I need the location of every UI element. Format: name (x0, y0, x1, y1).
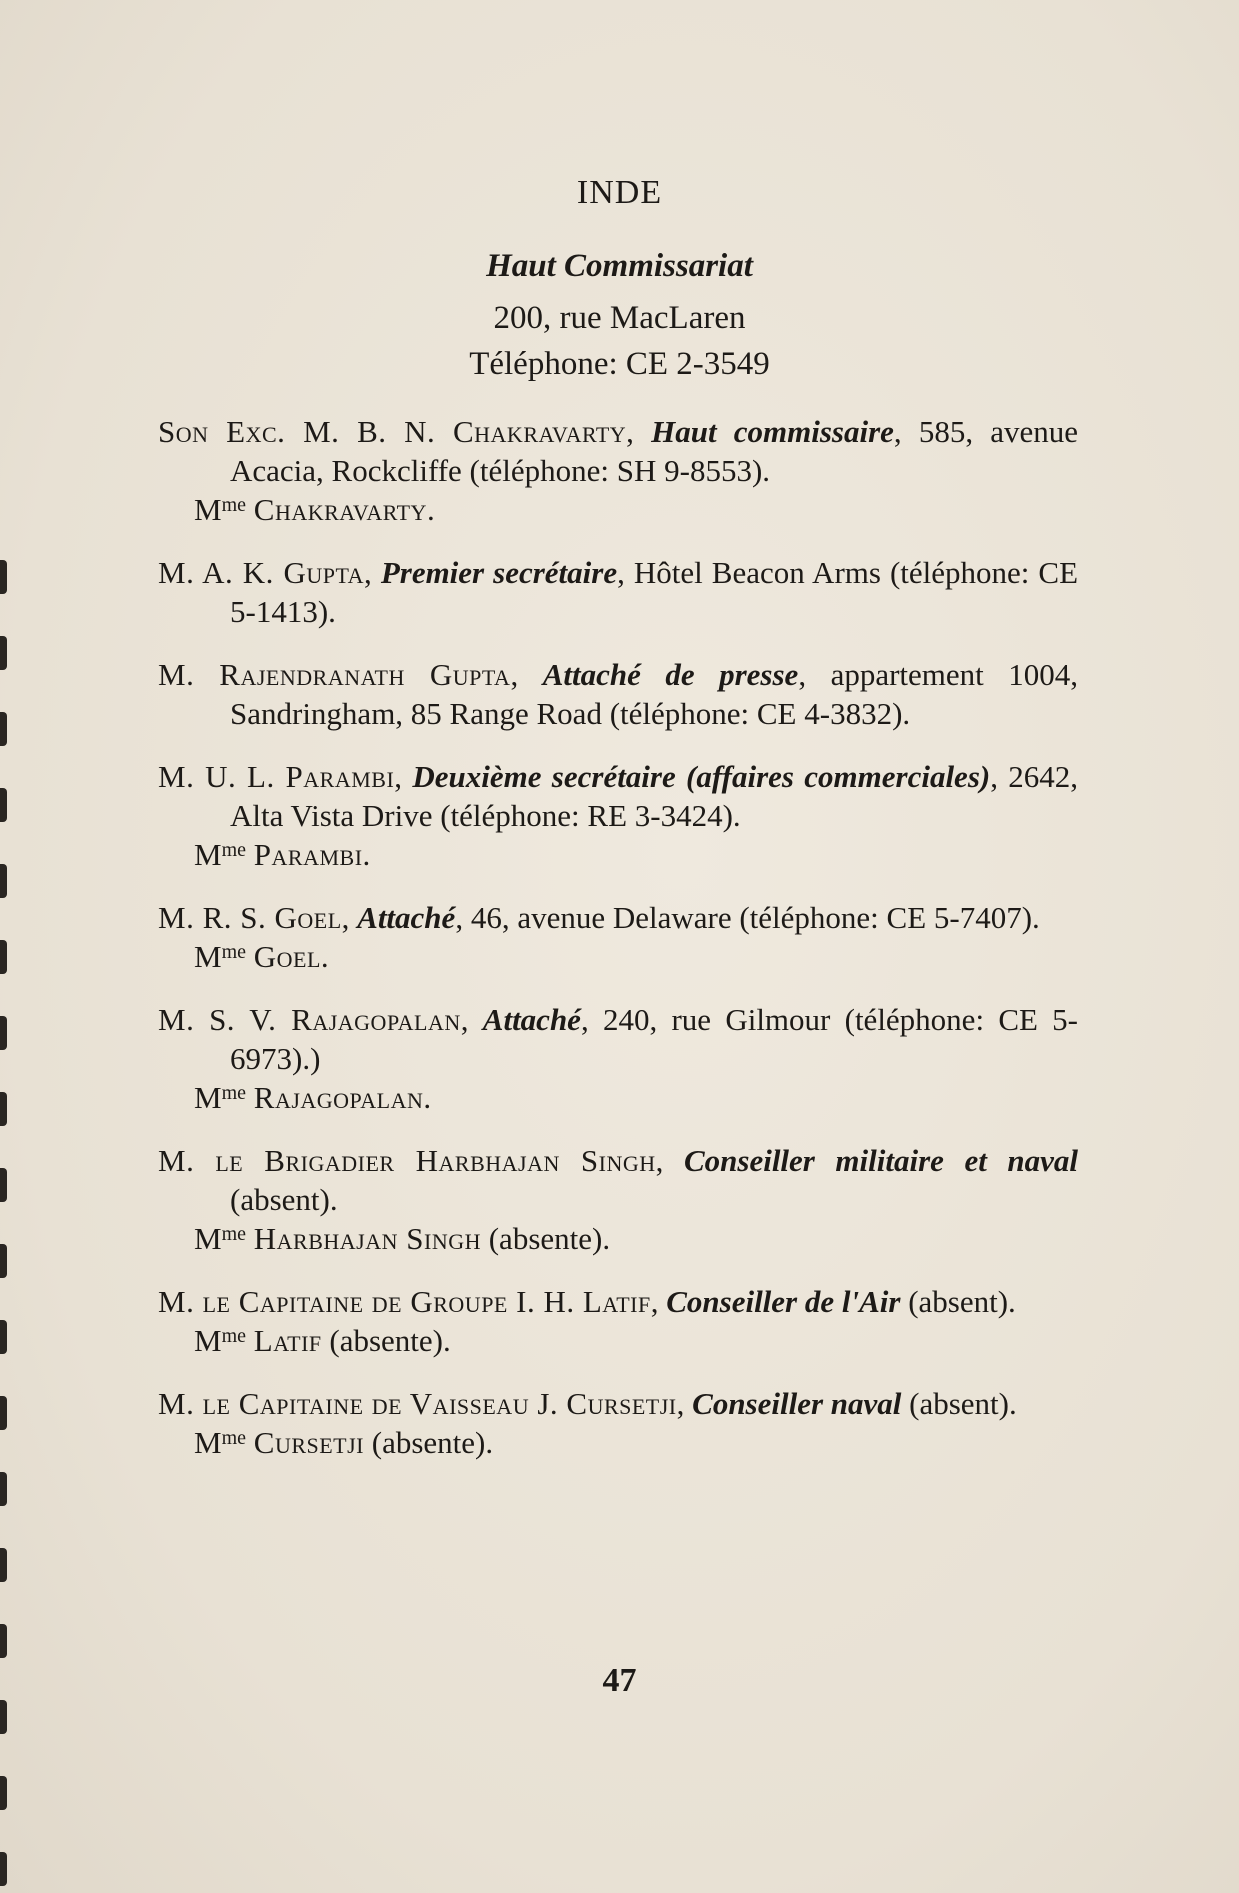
staff-details: (absent). (908, 1284, 1016, 1319)
staff-title: Premier secrétaire (380, 555, 618, 590)
staff-entry (158, 1000, 1078, 1117)
page-number: 47 (602, 1662, 637, 1699)
spouse-name: Latif (253, 1323, 322, 1358)
spouse-line: $M^{me}$ Parambi. (194, 837, 371, 872)
staff-name: M. R. S. Goel (158, 900, 342, 935)
entry-text: M. le Capitaine de Vaisseau J. Cursetji, Conseiller naval (absent). (158, 1386, 1017, 1421)
spouse-line: $M^{me}$ Cursetji (absente). (194, 1425, 494, 1460)
spouse-name: Goel. (253, 939, 330, 974)
mission-heading: Haut Commissariat (486, 248, 753, 284)
spouse-note: (absente). (488, 1221, 611, 1256)
staff-title: Conseiller militaire et naval (683, 1143, 1079, 1178)
entry-text: M. U. L. Parambi, Deuxième secrétaire (affaires commerciales), 2642, Alta Vista Drive (téléphone: RE 3-3424). (158, 759, 1079, 833)
staff-title: Deuxième secrétaire (affaires commerciales) (412, 759, 991, 794)
staff-details: appartement 1004, Sandringham, 85 Range Road (téléphone: CE 4-3832). (230, 657, 1079, 731)
staff-name: M. le Capitaine de Groupe I. H. Latif (158, 1284, 651, 1319)
staff-name: M. A. K. Gupta (158, 555, 365, 590)
spouse-line: $M^{me}$ Latif (absente). (194, 1323, 451, 1358)
staff-entry (158, 1282, 1078, 1360)
entry-text: Son Exc. M. B. N. Chakravarty, Haut commissaire, 585, avenue Acacia, Rockcliffe (téléphone: SH 9-8553). (158, 414, 1079, 488)
spouse-line: $M^{me}$ Goel. (194, 939, 330, 974)
staff-details: 2642, Alta Vista Drive (téléphone: RE 3-3424). (230, 759, 1079, 833)
spouse-line: $M^{me}$ Chakravarty. (194, 492, 436, 527)
mission-phone: Téléphone: CE 2-3549 (469, 346, 770, 382)
staff-name: M. U. L. Parambi (158, 759, 395, 794)
staff-entry (158, 1384, 1078, 1462)
staff-entry (158, 553, 1078, 631)
spouse-note: (absente). (329, 1323, 451, 1358)
staff-title: Haut commissaire (651, 414, 894, 449)
entry-text: M. A. K. Gupta, Premier secrétaire, Hôtel Beacon Arms (téléphone: CE 5-1413). (158, 555, 1079, 629)
spouse-name: Rajagopalan. (253, 1080, 432, 1115)
staff-details: (absent). (909, 1386, 1017, 1421)
staff-entry (158, 898, 1078, 976)
staff-entry (158, 1141, 1078, 1258)
staff-name: M. Rajendranath Gupta (158, 657, 511, 692)
staff-entry (158, 412, 1078, 529)
entry-text: M. le Brigadier Harbhajan Singh, Conseiller militaire et naval (absent). (158, 1143, 1079, 1217)
staff-name: M. le Capitaine de Vaisseau J. Cursetji (158, 1386, 677, 1421)
staff-details: 240, rue Gilmour (téléphone: CE 5-6973).) (230, 1002, 1079, 1076)
spouse-note: (absente). (371, 1425, 494, 1460)
staff-name: M. le Brigadier Harbhajan Singh (158, 1143, 656, 1178)
staff-details: 46, avenue Delaware (téléphone: CE 5-7407). (470, 900, 1040, 935)
spouse-name: Parambi. (253, 837, 371, 872)
entry-text: M. le Capitaine de Groupe I. H. Latif, Conseiller de l'Air (absent). (158, 1284, 1016, 1319)
staff-title: Attaché (482, 1002, 581, 1037)
entry-text: M. Rajendranath Gupta, Attaché de presse, appartement 1004, Sandringham, 85 Range Road (téléphone: CE 4-3832). (158, 657, 1079, 731)
staff-details: 585, avenue Acacia, Rockcliffe (téléphone: SH 9-8553). (230, 414, 1079, 488)
staff-title: Attaché de presse (542, 657, 799, 692)
staff-title: Conseiller naval (692, 1386, 902, 1421)
staff-name: M. S. V. Rajagopalan (158, 1002, 461, 1037)
mission-address: 200, rue MacLaren (493, 300, 746, 336)
staff-details: (absent). (230, 1182, 338, 1217)
spouse-line: $M^{me}$ Harbhajan Singh (absente). (194, 1221, 611, 1256)
spouse-name: Chakravarty. (253, 492, 436, 527)
staff-list (158, 412, 1078, 1486)
spouse-name: Cursetji (253, 1425, 365, 1460)
staff-title: Attaché (357, 900, 456, 935)
staff-entry (158, 655, 1078, 733)
staff-details: Hôtel Beacon Arms (téléphone: CE 5-1413). (230, 555, 1079, 629)
staff-title: Conseiller de l'Air (666, 1284, 901, 1319)
staff-name: Son Exc. M. B. N. Chakravarty (158, 414, 627, 449)
country-heading: INDE (576, 174, 663, 211)
entry-text: M. R. S. Goel, Attaché, 46, avenue Delaware (téléphone: CE 5-7407). (158, 900, 1040, 935)
spouse-line: $M^{me}$ Rajagopalan. (194, 1080, 432, 1115)
entry-text: M. S. V. Rajagopalan, Attaché, 240, rue Gilmour (téléphone: CE 5-6973).) (158, 1002, 1079, 1076)
staff-entry (158, 757, 1078, 874)
spouse-name: Harbhajan Singh (253, 1221, 481, 1256)
